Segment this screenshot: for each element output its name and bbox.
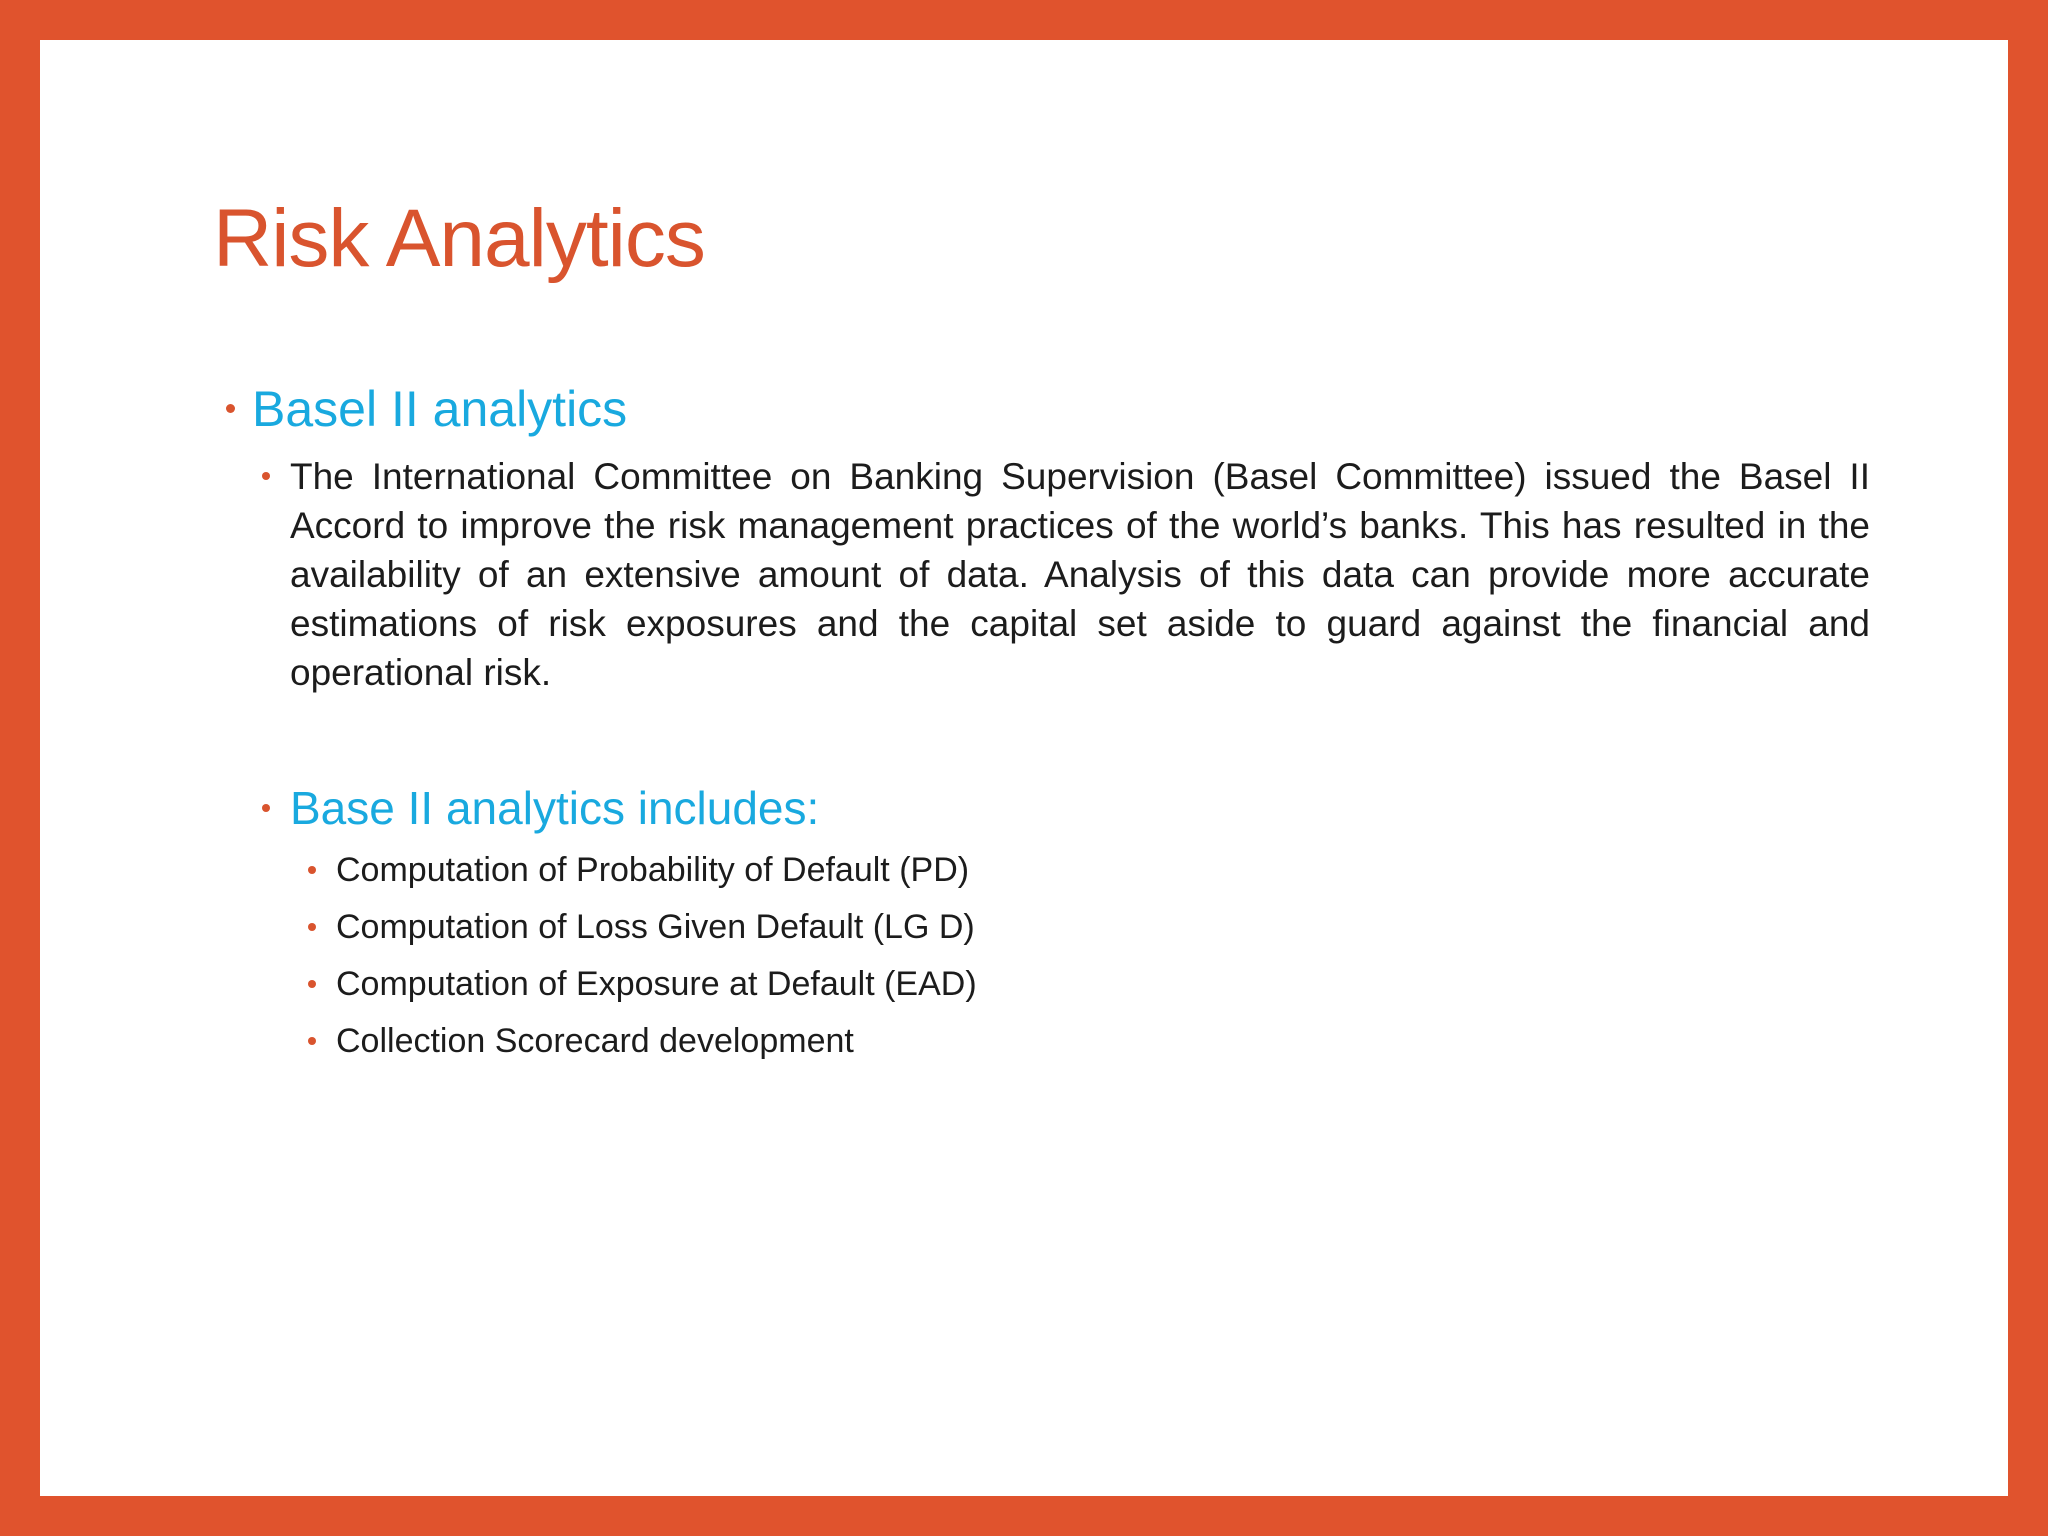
bullet-dot-icon — [308, 866, 316, 874]
bullet-dot-icon — [226, 404, 235, 413]
bullet-dot-icon — [308, 1037, 316, 1045]
section-heading: Basel II analytics — [252, 381, 628, 437]
bullet-dot-icon — [262, 804, 270, 812]
subsection-heading: Base II analytics includes: — [290, 782, 820, 834]
slide-title: Risk Analytics — [213, 193, 705, 284]
bullet-dot-icon — [262, 472, 270, 480]
list-item: Computation of Loss Given Default (LG D) — [336, 908, 975, 946]
list-item: Collection Scorecard development — [336, 1022, 854, 1060]
list-item: Computation of Probability of Default (PD) — [336, 851, 970, 889]
bullet-dot-icon — [308, 980, 316, 988]
bullet-dot-icon — [308, 923, 316, 931]
body-paragraph: The International Committee on Banking Supervision (Basel Committee) issued the Basel II Accord to improve the risk management practices of the world’s banks. This has resulted in the availability of an extensive amount of data. Analysis of this data can provide more accurate estimations of risk exposures and the capital set aside to guard against the financial and operational risk. — [290, 456, 1870, 693]
slide-canvas — [40, 40, 2008, 1496]
list-item: Computation of Exposure at Default (EAD) — [336, 965, 977, 1003]
